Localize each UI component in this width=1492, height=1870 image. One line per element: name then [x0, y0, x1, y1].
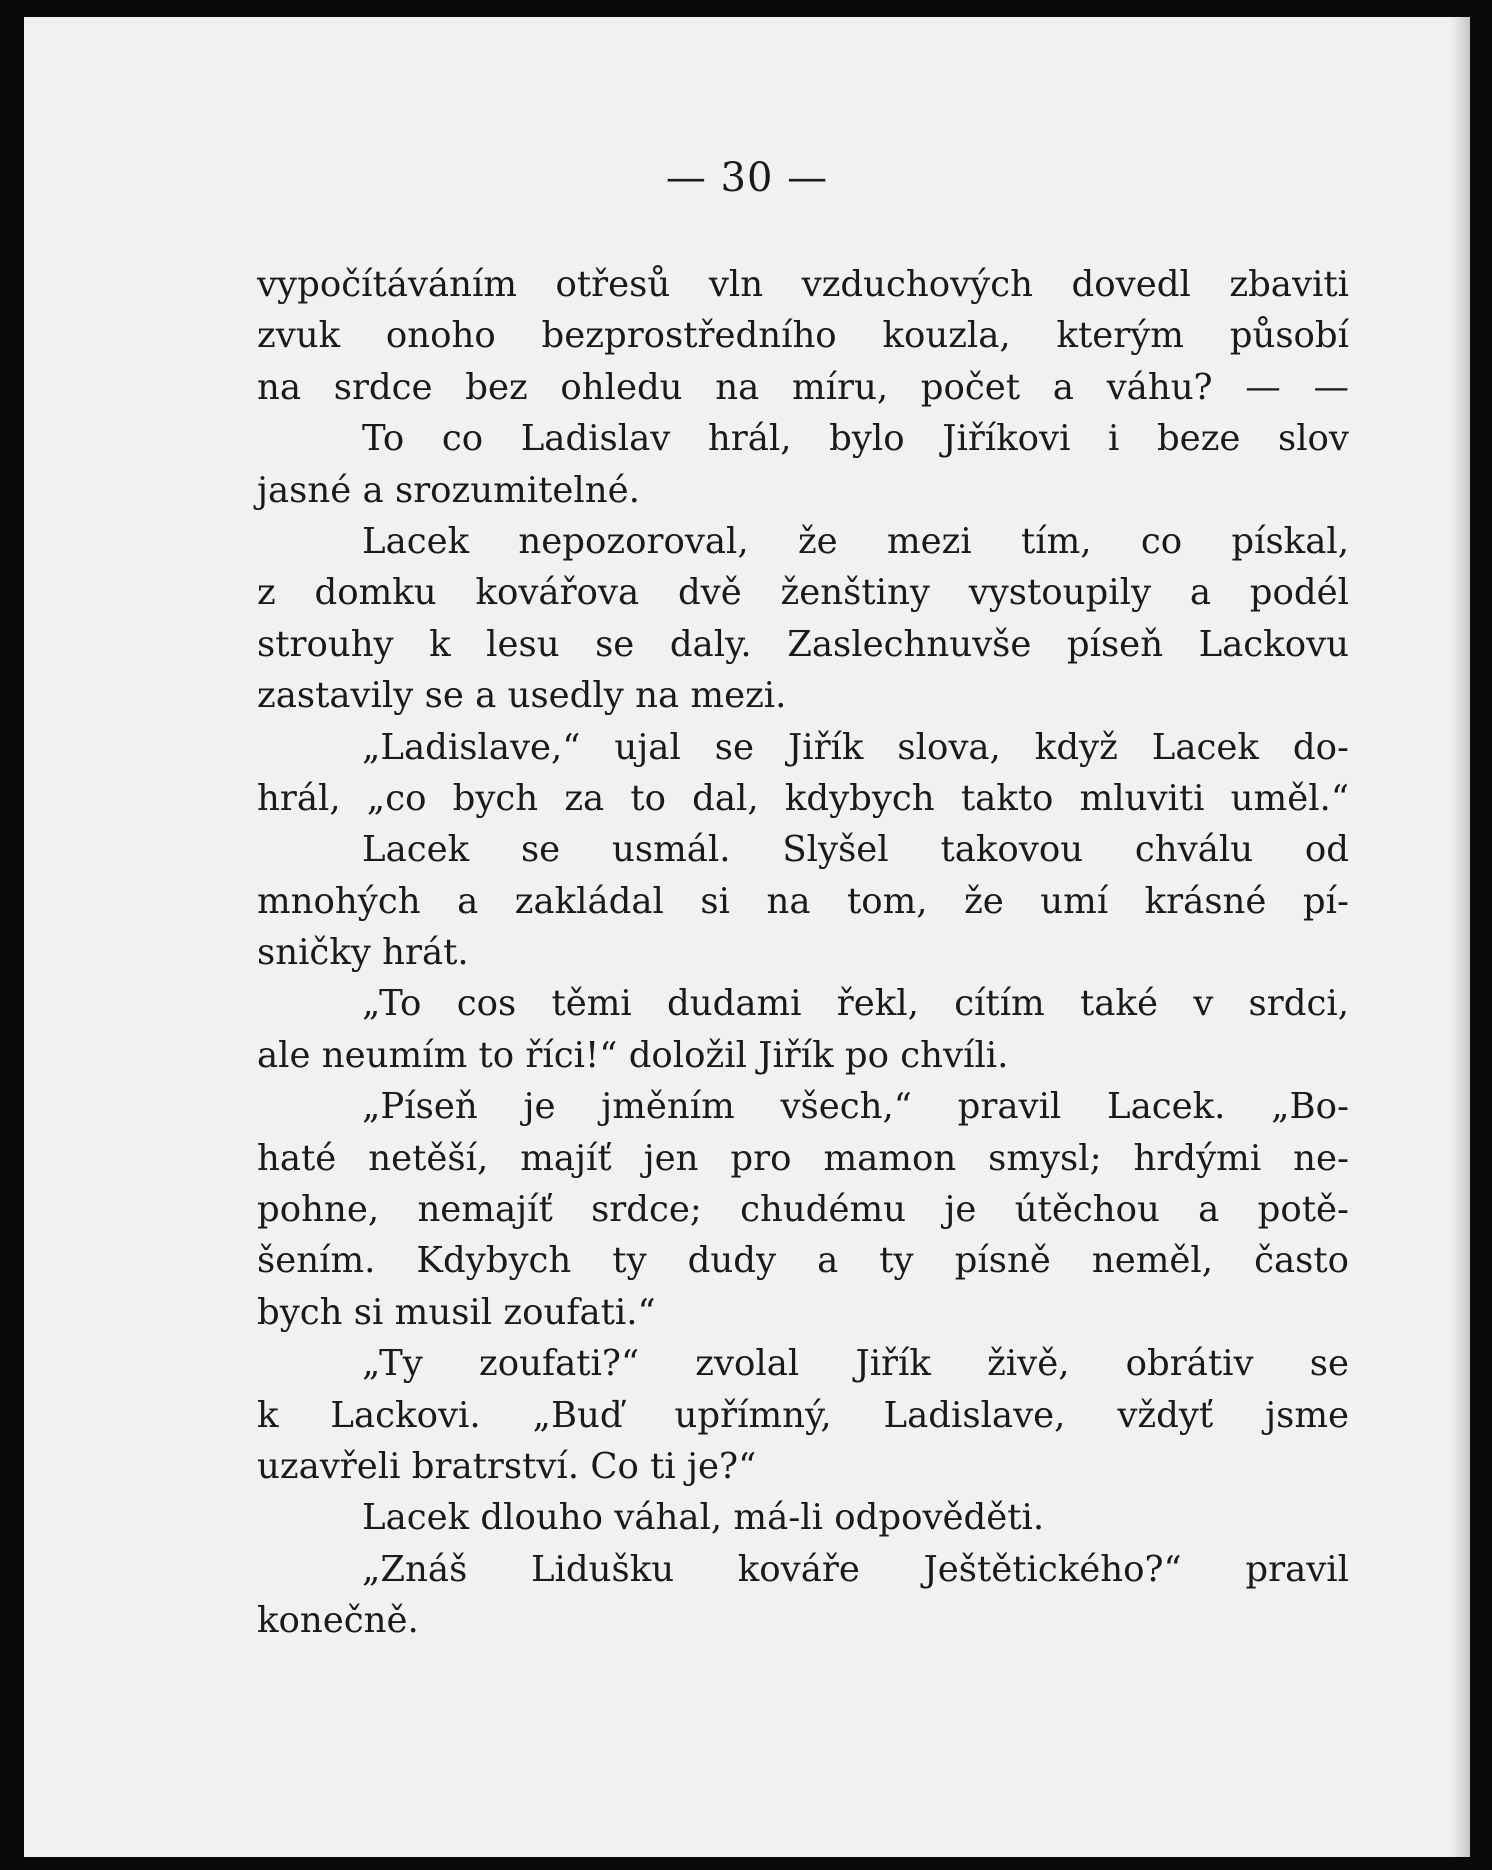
text-line: Lacek dlouho váhal, má-li odpověděti.	[362, 1497, 1045, 1539]
text-line: na srdce bez ohledu na míru, počet a váhu? — —	[257, 366, 1349, 408]
text-line: sničky hrát.	[257, 932, 469, 974]
text-line: „Ty zoufati?“ zvolal Jiřík živě, obrátiv se	[362, 1343, 1349, 1385]
text-line: z domku kovářova dvě ženštiny vystoupily a podél	[257, 572, 1349, 614]
page-edge-shadow	[1450, 17, 1470, 1857]
text-line: konečně.	[257, 1600, 419, 1642]
text-line: Lacek se usmál. Slyšel takovou chválu od	[362, 829, 1349, 871]
text-line: vypočítáváním otřesů vln vzduchových dovedl zbaviti	[257, 264, 1349, 305]
text-line: haté netěší, majíť jen pro mamon smysl; hrdými ne-	[257, 1137, 1349, 1179]
text-line: „To cos těmi dudami řekl, cítím také v srdci,	[362, 983, 1349, 1025]
body-text	[257, 259, 1349, 1647]
text-line: mnohých a zakládal si na tom, že umí krásné pí-	[257, 880, 1349, 922]
text-line: zvuk onoho bezprostředního kouzla, kterým působí	[257, 315, 1349, 357]
text-line: k Lackovi. „Buď upřímný, Ladislave, vždyť jsme	[257, 1394, 1349, 1436]
text-line: šením. Kdybych ty dudy a ty písně neměl, často	[257, 1240, 1349, 1282]
text-line: uzavřeli bratrství. Co ti je?“	[257, 1445, 757, 1487]
text-line: Lacek nepozoroval, že mezi tím, co pískal,	[362, 520, 1349, 562]
text-line: hrál, „co bych za to dal, kdybych takto mluviti uměl.“	[257, 777, 1349, 819]
text-line: ale neumím to říci!“ doložil Jiřík po chvíli.	[257, 1034, 1009, 1076]
page-number: — 30 —	[665, 155, 829, 201]
text-line: „Ladislave,“ ujal se Jiřík slova, když Lacek do-	[362, 726, 1349, 768]
text-line: To co Ladislav hrál, bylo Jiříkovi i beze slov	[362, 418, 1349, 460]
book-page	[24, 17, 1470, 1857]
text-line: strouhy k lesu se daly. Zaslechnuvše píseň Lackovu	[257, 623, 1349, 665]
text-line: „Píseň je jměním všech,“ pravil Lacek. „Bo-	[362, 1086, 1349, 1128]
text-line: „Znáš Lidušku kováře Ještětického?“ pravil	[362, 1548, 1349, 1590]
text-line: jasné a srozumitelné.	[257, 469, 640, 511]
text-line: pohne, nemajíť srdce; chudému je útěchou a potě-	[257, 1189, 1349, 1231]
text-line: bych si musil zoufati.“	[257, 1291, 656, 1333]
text-line: zastavily se a usedly na mezi.	[257, 675, 787, 717]
